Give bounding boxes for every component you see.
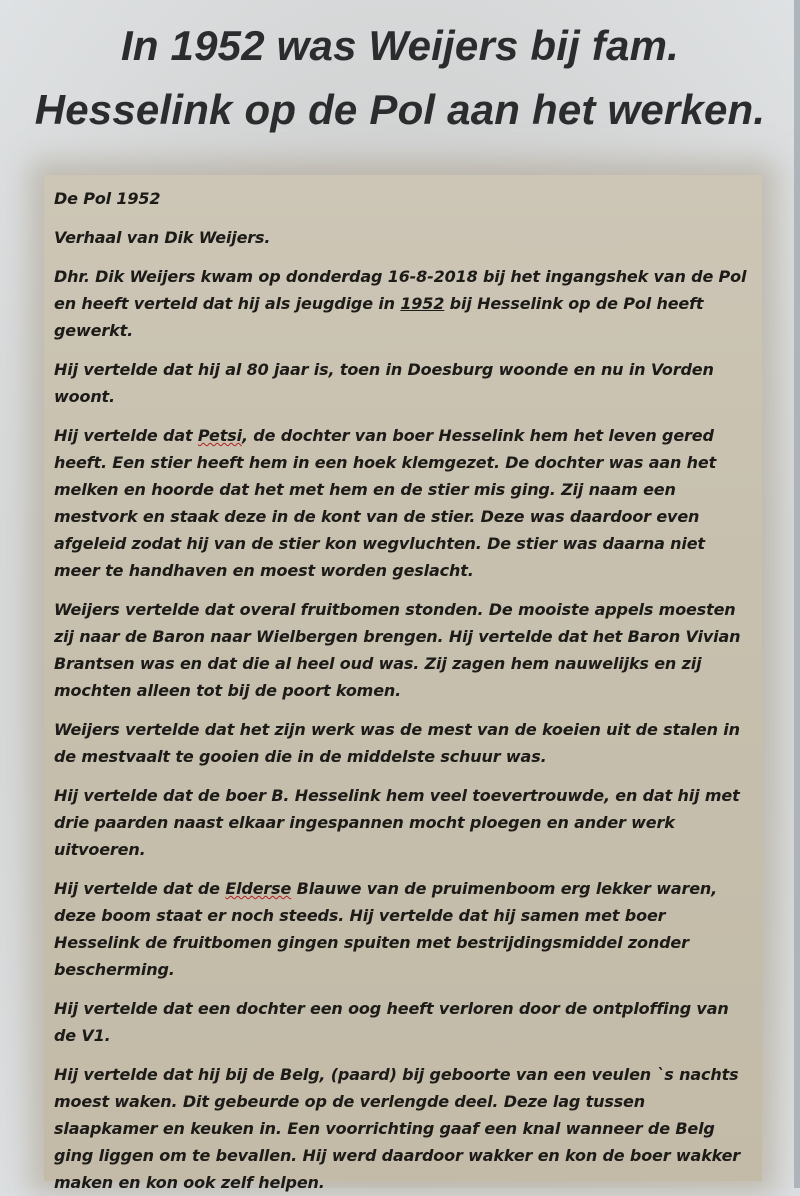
paragraph-foal: Hij vertelde dat hij bij de Belg, (paard) bij geboorte van een veulen `s nachts moest waken. Dit gebeurde op de verlengde deel. Deze lag tussen slaapkamer en keuken in. Een voorrichting gaaf een knal wanneer de Belg ging liggen om te bevallen. Hij werd daardoor wakker en kon de boer wakker maken en kon ook zelf helpen. xyxy=(54,1065,741,1192)
paragraph-bull-text-a: Hij vertelde dat xyxy=(54,426,198,445)
paragraph-visit-text-b: bij Hesselink op de Pol heeft gewerkt. xyxy=(54,294,704,340)
document-heading: De Pol 1952 xyxy=(54,189,161,208)
title-line-1: In 1952 was Weijers bij fam. xyxy=(120,22,680,69)
frame-edge xyxy=(794,0,800,1188)
paragraph-manure: Weijers vertelde dat het zijn werk was de mest van de koeien uit de stalen in de mestvaalt te gooien die in de middelste schuur was. xyxy=(54,720,740,766)
paragraph-bull xyxy=(54,422,748,584)
paragraph-fruit-trees: Weijers vertelde dat overal fruitbomen stonden. De mooiste appels moesten zij naar de Baron naar Wielbergen brengen. Hij vertelde dat het Baron Vivian Brantsen was en dat die al heel oud was. Zij zagen hem nauwelijks en zij mochten alleen tot bij de poort komen. xyxy=(54,600,741,700)
paragraph-horses: Hij vertelde dat de boer B. Hesselink hem veel toevertrouwde, en dat hij met drie paarden naast elkaar ingespannen mocht ploegen en ander werk uitvoeren. xyxy=(54,786,740,859)
year-underlined: 1952 xyxy=(400,294,445,313)
document-subheading: Verhaal van Dik Weijers. xyxy=(54,228,271,247)
document-scan xyxy=(44,175,762,1192)
paragraph-visit-text-a: Dhr. Dik Weijers kwam op donderdag 16-8-2018 bij het ingangshek van de Pol en heeft verteld dat hij als jeugdige in xyxy=(54,267,747,313)
spellcheck-word-elderse: Elderse xyxy=(225,879,292,898)
paragraph-plums-text-a: Hij vertelde dat de xyxy=(54,879,226,898)
paragraph-plums-text-b: Blauwe van de pruimenboom erg lekker waren, deze boom staat er noch steeds. Hij vertelde dat hij samen met boer Hesselink de fruitbomen gingen spuiten met bestrijdingsmiddel zonder bescherming. xyxy=(54,879,718,979)
title-line-2: Hesselink op de Pol aan het werken. xyxy=(34,86,766,133)
paragraph-visit xyxy=(54,263,748,344)
spellcheck-word-petsi: Petsi xyxy=(197,426,242,445)
paragraph-v1: Hij vertelde dat een dochter een oog heeft verloren door de ontploffing van de V1. xyxy=(54,999,729,1045)
paragraph-age: Hij vertelde dat hij al 80 jaar is, toen in Doesburg woonde en nu in Vorden woont. xyxy=(54,360,714,406)
paragraph-bull-text-b: , de dochter van boer Hesselink hem het leven gered heeft. Een stier heeft hem in een hoek klemgezet. De dochter was aan het melken en hoorde dat het met hem en de stier mis ging. Zij naam een mestvork en staak deze in de kont van de stier. Deze was daardoor even afgeleid zodat hij van de stier kon wegvluchten. De stier was daarna niet meer te handhaven en moest worden geslacht. xyxy=(54,426,717,580)
paragraph-plums xyxy=(54,875,748,983)
page-title xyxy=(0,14,800,142)
